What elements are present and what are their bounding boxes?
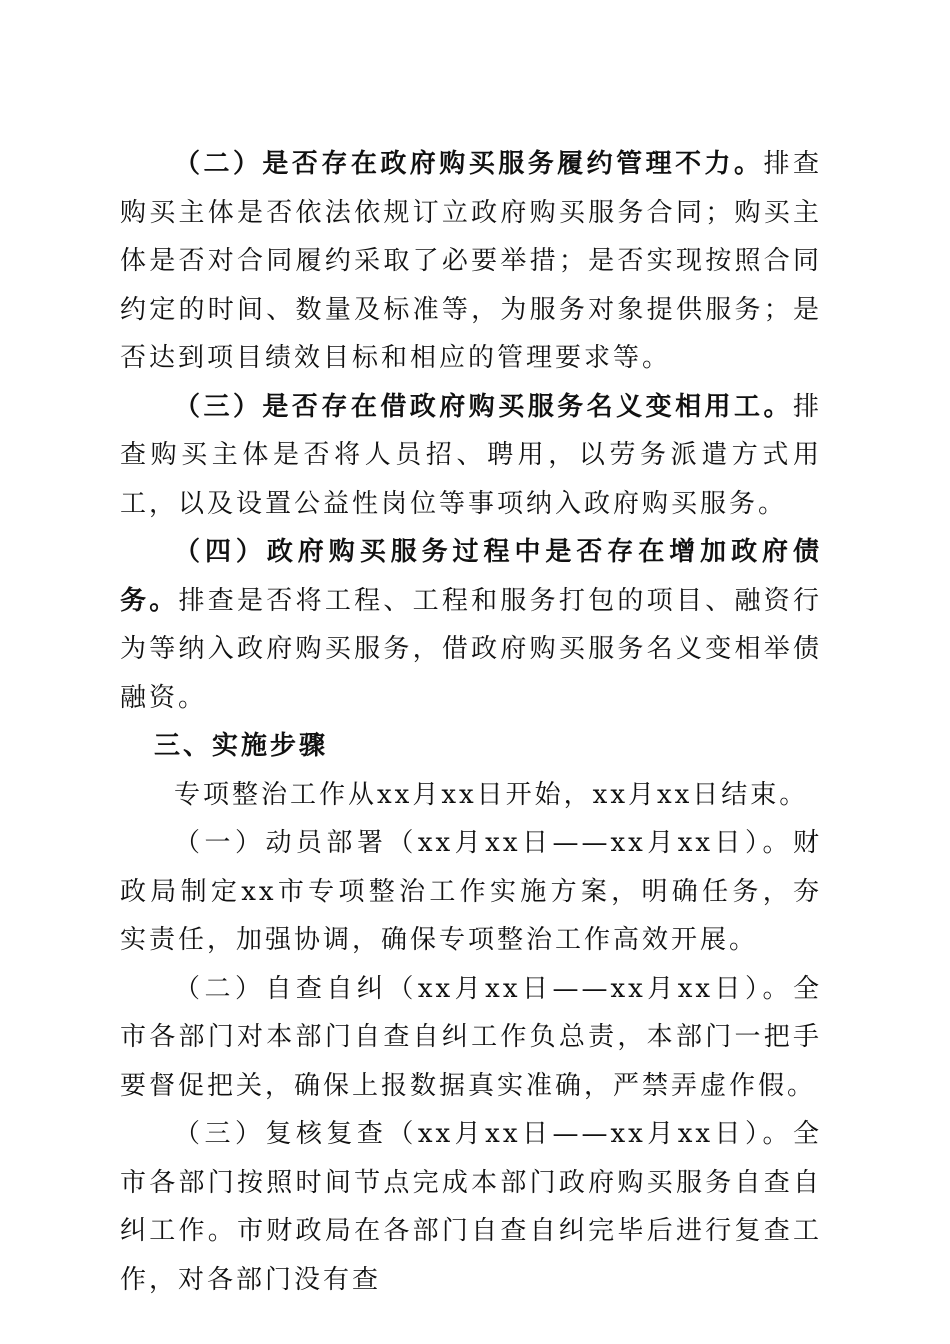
- paragraph-performance-management: [120, 140, 822, 383]
- paragraph-schedule: 专项整治工作从xx月xx日开始，xx月xx日结束。: [174, 779, 809, 810]
- paragraph-body: 排查是否将工程、工程和服务打包的项目、融资行为等纳入政府购买服务，借政府购买服务名义变相举债融资。: [120, 585, 822, 713]
- document-page: [120, 140, 822, 1304]
- paragraph-disguised-employment: [120, 383, 822, 529]
- paragraph-review: （三）复核复查（xx月xx日——xx月xx日）。全市各部门按照时间节点完成本部门政府购买服务自查自纠工作。市财政局在各部门自查自纠完毕后进行复查工作，对各部门没有查: [120, 1119, 822, 1295]
- paragraph-lead: （四）政府购买服务过程中是否存在增加政府债务。: [120, 537, 822, 616]
- paragraph-self-inspection: （二）自查自纠（xx月xx日——xx月xx日）。全市各部门对本部门自查自纠工作负总责，本部门一把手要督促把关，确保上报数据真实准确，严禁弄虚作假。: [120, 973, 822, 1101]
- paragraph-lead: （二）是否存在政府购买服务履约管理不力。: [174, 149, 764, 179]
- paragraph-body: 排查购买主体是否依法依规订立政府购买服务合同；购买主体是否对合同履约采取了必要举措；是否实现按照合同约定的时间、数量及标准等，为服务对象提供服务；是否达到项目绩效目标和相应的管理要求等。: [120, 149, 822, 373]
- paragraph-government-debt: [120, 528, 822, 722]
- paragraph-lead: （三）是否存在借政府购买服务名义变相用工。: [174, 391, 793, 422]
- paragraph-mobilization: （一）动员部署（xx月xx日——xx月xx日）。财政局制定xx市专项整治工作实施方案，明确任务，夯实责任，加强协调，确保专项整治工作高效开展。: [120, 828, 822, 955]
- section-heading: 三、实施步骤: [154, 731, 329, 761]
- paragraph-body: 排查购买主体是否将人员招、聘用，以劳务派遣方式用工，以及设置公益性岗位等事项纳入政府购买服务。: [120, 391, 822, 519]
